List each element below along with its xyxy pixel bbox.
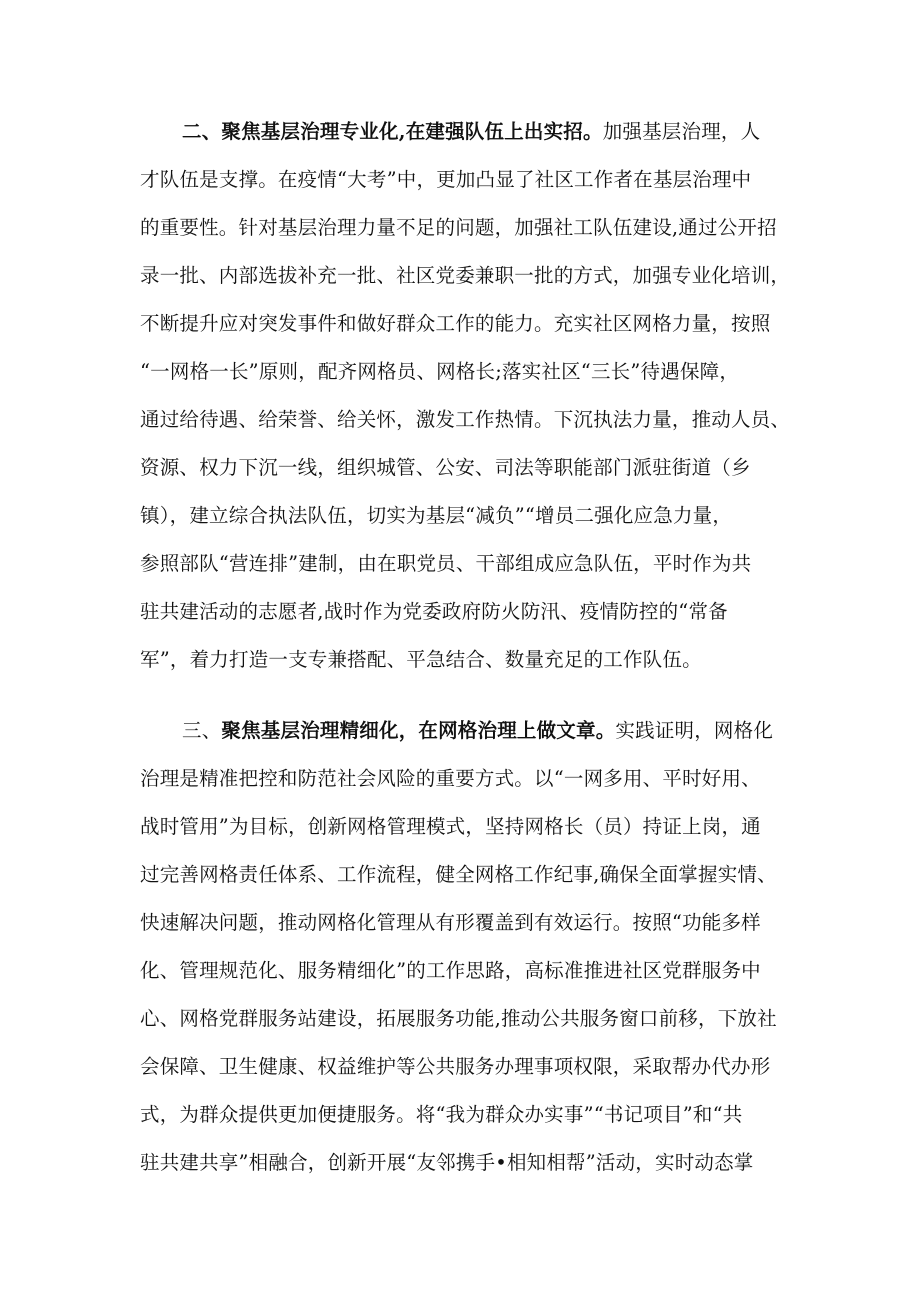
paragraph-line: 通过给待遇、给荣誉、给关怀，激发工作热情。下沉执法力量，推动人员、 [140, 408, 791, 431]
paragraph-line: 化、管理规范化、服务精细化”的工作思路，高标准推进社区党群服务中 [140, 959, 761, 982]
paragraph-line: 资源、权力下沉一线，组织城管、公安、司法等职能部门派驻街道（乡 [140, 456, 751, 479]
paragraph-line: 会保障、卫生健康、权益维护等公共服务办理事项权限，采取帮办代办形 [140, 1055, 771, 1078]
paragraph-text: 加强基层治理，人 [602, 120, 761, 143]
paragraph-line: 驻共建活动的志愿者,战时作为党委政府防火防汛、疫情防控的“常备 [140, 600, 728, 623]
paragraph-line: 过完善网格责任体系、工作流程，健全网格工作纪事,确保全面掌握实情、 [140, 863, 777, 886]
paragraph-line: 军”，着力打造一支专兼搭配、平急结合、数量充足的工作队伍。 [140, 648, 702, 671]
paragraph-line: 式，为群众提供更加便捷服务。将“我为群众办实事”“书记项目”和“共 [140, 1103, 743, 1126]
paragraph-line: “一网格一长”原则，配齐网格员、网格长;落实社区“三长”待遇保障， [140, 360, 740, 383]
paragraph-line: 才队伍是支撑。在疫情“大考”中，更加凸显了社区工作者在基层治理中 [140, 168, 752, 191]
paragraph-line: 录一批、内部选拔补充一批、社区党委兼职一批的方式，加强专业化培训， [140, 264, 791, 287]
paragraph-line: 治理是精准把控和防范社会风险的重要方式。以“一网多用、平时好用、 [140, 767, 761, 790]
section-number: 三、 [182, 719, 222, 742]
paragraph-line [182, 116, 760, 148]
paragraph-line: 不断提升应对突发事件和做好群众工作的能力。充实社区网格力量，按照 [140, 312, 771, 335]
section-heading: 聚焦基层治理精细化，在网格治理上做文章。 [221, 719, 616, 742]
paragraph-line: 战时管用”为目标，创新网格管理模式，坚持网格长（员）持证上岗，通 [140, 815, 761, 838]
section-heading: 二、聚焦基层治理专业化,在建强队伍上出实招。 [182, 120, 603, 143]
paragraph-line: 驻共建共享”相融合，创新开展“友邻携手•相知相帮”活动，实时动态掌 [140, 1151, 754, 1174]
paragraph-line: 的重要性。针对基层治理力量不足的问题，加强社工队伍建设,通过公开招 [140, 216, 777, 239]
paragraph-line: 心、网格党群服务站建设，拓展服务功能,推动公共服务窗口前移，下放社 [140, 1007, 777, 1030]
paragraph-line: 参照部队“营连排”建制，由在职党员、干部组成应急队伍，平时作为共 [140, 552, 752, 575]
paragraph-text: 实践证明，网格化 [615, 719, 774, 742]
paragraph-line [182, 715, 773, 747]
paragraph-line: 镇），建立综合执法队伍，切实为基层“减负”“增员二强化应急力量， [140, 504, 733, 527]
paragraph-line: 快速解决问题，推动网格化管理从有形覆盖到有效运行。按照“功能多样 [140, 911, 761, 934]
